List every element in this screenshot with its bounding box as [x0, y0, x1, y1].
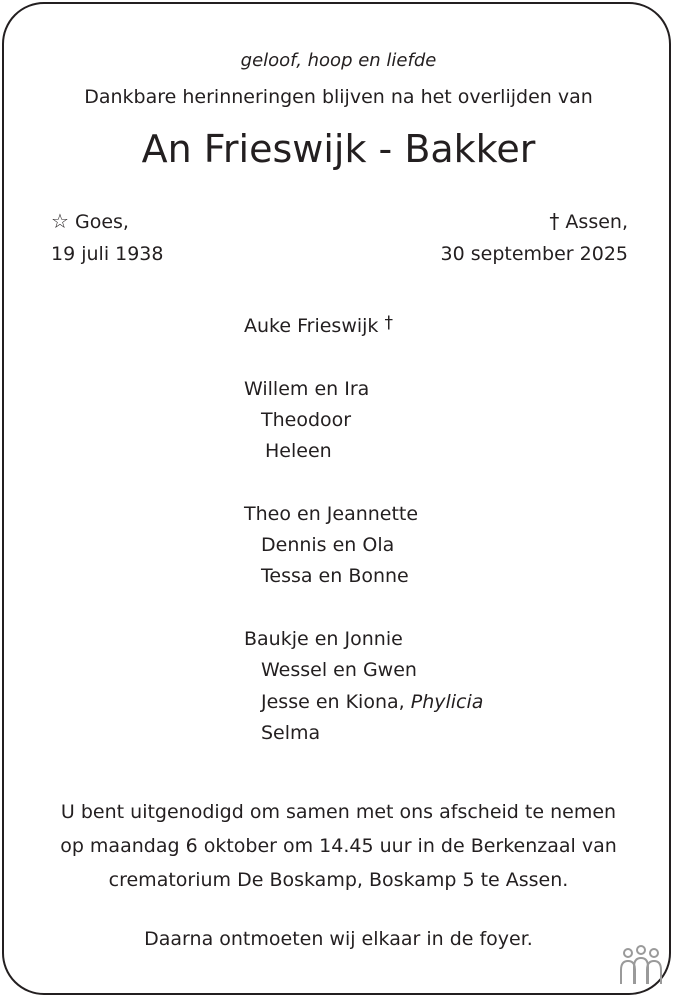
invitation-line: U bent uitgenodigd om samen met ons afscheid te nemen [60, 801, 617, 823]
cross-icon: † [549, 209, 560, 233]
cross-icon: † [384, 313, 393, 333]
death-place: Assen, [565, 211, 628, 233]
birth-block [51, 205, 164, 270]
family-list [244, 308, 483, 749]
people-group-icon [617, 944, 665, 986]
family-child: Dennis en Ola [261, 534, 395, 557]
invitation-line: op maandag 6 oktober om 14.45 uur in de Berkenzaal van [60, 835, 617, 857]
birth-date: 19 juli 1938 [51, 243, 164, 265]
family-child-line [244, 687, 483, 718]
spouse-line [244, 308, 483, 342]
family-child: Heleen [265, 440, 332, 463]
family-parents: Willem en Ira [244, 377, 370, 400]
death-block [441, 205, 628, 270]
closing-text: Daarna ontmoeten wij elkaar in de foyer. [144, 928, 533, 950]
star-icon: ☆ [51, 209, 69, 233]
family-child-italic: Phylicia [410, 690, 484, 713]
intro-text: Dankbare herinneringen blijven na het overlijden van [84, 86, 593, 108]
deceased-name: An Frieswijk - Bakker [141, 127, 536, 171]
family-parents: Theo en Jeannette [244, 502, 419, 525]
family-child: Theodoor [261, 408, 352, 431]
invitation-text [0, 795, 677, 897]
family-child: Tessa en Bonne [261, 565, 409, 588]
family-parents: Baukje en Jonnie [244, 627, 403, 650]
family-child: Jesse en Kiona, [261, 690, 405, 713]
family-child: Wessel en Gwen [261, 659, 417, 682]
family-child: Selma [261, 721, 321, 744]
death-date: 30 september 2025 [440, 243, 628, 265]
invitation-line: crematorium De Boskamp, Boskamp 5 te Assen. [108, 869, 569, 891]
motto: geloof, hoop en liefde [240, 50, 437, 71]
birth-place: Goes, [74, 211, 129, 233]
spouse-name: Auke Frieswijk [244, 315, 379, 337]
